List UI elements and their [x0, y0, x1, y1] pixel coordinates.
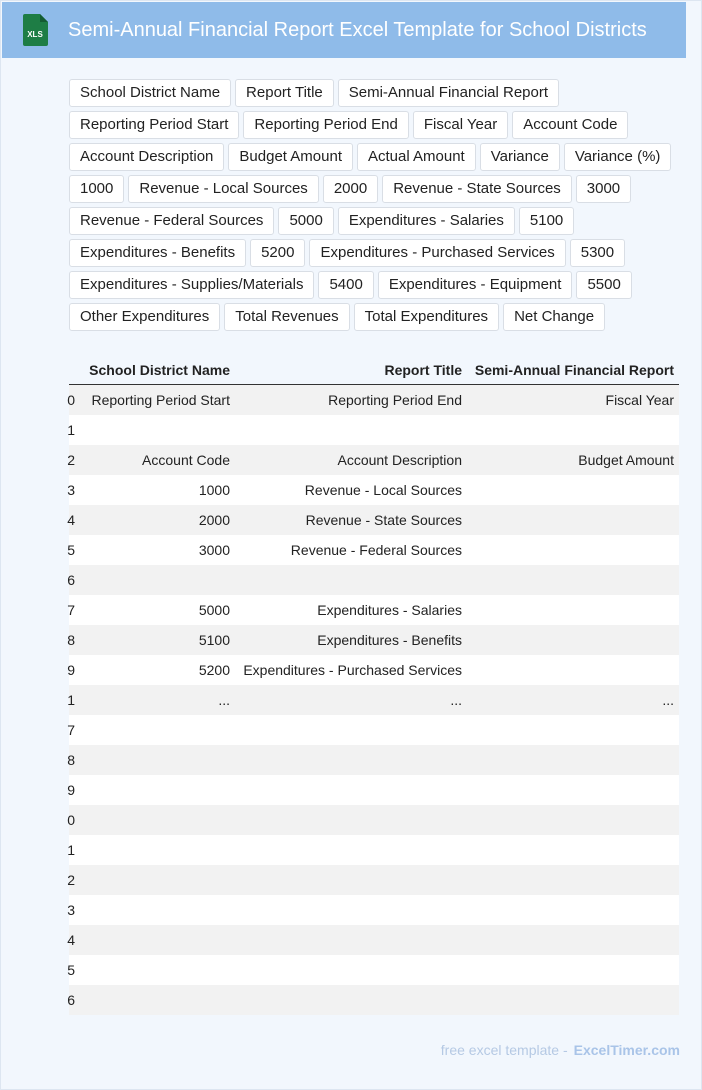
excel-file-icon [21, 13, 51, 47]
field-tag[interactable]: Expenditures - Purchased Services [309, 239, 565, 267]
table-row [69, 445, 679, 475]
table-cell: 5100 [198, 632, 230, 648]
field-tag[interactable]: Revenue - Federal Sources [69, 207, 274, 235]
table-row [69, 685, 679, 715]
sheet-body [69, 385, 679, 1015]
table-cell: 5000 [198, 602, 230, 618]
field-tag[interactable]: Expenditures - Equipment [378, 271, 573, 299]
field-tag[interactable]: 3000 [576, 175, 631, 203]
field-tag[interactable]: 5100 [519, 207, 574, 235]
logo-label: XLS [27, 30, 43, 39]
row-number: 9 [67, 782, 75, 798]
column-header: Semi-Annual Financial Report [474, 361, 674, 378]
table-row [69, 955, 679, 985]
field-tag[interactable]: 2000 [323, 175, 378, 203]
table-cell: Fiscal Year [605, 392, 674, 408]
table-row [69, 865, 679, 895]
field-tag[interactable]: Budget Amount [228, 143, 353, 171]
field-tag[interactable]: Semi-Annual Financial Report [338, 79, 559, 107]
row-number: 2 [67, 872, 75, 888]
row-number: 1 [67, 692, 75, 708]
table-cell: Expenditures - Purchased Services [243, 662, 462, 678]
table-cell: 3000 [198, 542, 230, 558]
field-tag[interactable]: Reporting Period End [243, 111, 408, 139]
table-cell: Budget Amount [578, 452, 674, 468]
field-tag[interactable]: Other Expenditures [69, 303, 220, 331]
field-tag[interactable]: Expenditures - Supplies/Materials [69, 271, 314, 299]
table-row [69, 655, 679, 685]
table-row [69, 595, 679, 625]
row-number: 1 [67, 422, 75, 438]
table-cell: Revenue - Federal Sources [290, 542, 462, 558]
table-row [69, 775, 679, 805]
row-number: 4 [67, 932, 75, 948]
row-number: 8 [67, 752, 75, 768]
table-cell: ... [662, 692, 674, 708]
table-row [69, 385, 679, 415]
table-cell: Expenditures - Benefits [317, 632, 462, 648]
field-tag[interactable]: Total Expenditures [354, 303, 499, 331]
row-number: 3 [67, 482, 75, 498]
field-tag[interactable]: Account Code [512, 111, 628, 139]
table-cell: Revenue - Local Sources [304, 482, 462, 498]
row-number: 3 [67, 902, 75, 918]
footer-credit [441, 1042, 680, 1058]
table-cell: Revenue - State Sources [305, 512, 462, 528]
row-number: 7 [67, 722, 75, 738]
row-number: 6 [67, 572, 75, 588]
table-row [69, 925, 679, 955]
table-row [69, 745, 679, 775]
field-tag[interactable]: Revenue - Local Sources [128, 175, 318, 203]
field-tag[interactable]: 1000 [69, 175, 124, 203]
table-row [69, 415, 679, 445]
field-tag[interactable]: Expenditures - Salaries [338, 207, 515, 235]
field-tag[interactable]: Account Description [69, 143, 224, 171]
row-number: 8 [67, 632, 75, 648]
field-tag[interactable]: Actual Amount [357, 143, 476, 171]
row-number: 6 [67, 992, 75, 1008]
field-tag[interactable]: Expenditures - Benefits [69, 239, 246, 267]
field-tag[interactable]: Variance (%) [564, 143, 672, 171]
field-tag[interactable]: 5400 [318, 271, 373, 299]
table-row [69, 715, 679, 745]
field-tag[interactable]: School District Name [69, 79, 231, 107]
table-cell: Account Code [142, 452, 230, 468]
field-tag[interactable]: Total Revenues [224, 303, 349, 331]
footer-prefix: free excel template - [440, 1042, 568, 1058]
row-number: 1 [67, 842, 75, 858]
field-tag[interactable]: Reporting Period Start [69, 111, 239, 139]
table-cell: ... [218, 692, 230, 708]
field-tag[interactable]: 5500 [576, 271, 631, 299]
table-row [69, 805, 679, 835]
field-tag[interactable]: 5200 [250, 239, 305, 267]
table-cell: 1000 [198, 482, 230, 498]
field-tag[interactable]: Report Title [235, 79, 334, 107]
row-number: 4 [67, 512, 75, 528]
field-tag[interactable]: 5000 [278, 207, 333, 235]
page-header [2, 2, 686, 58]
table-cell: 5200 [198, 662, 230, 678]
field-tag-list [69, 79, 679, 331]
table-row [69, 535, 679, 565]
spreadsheet-preview [69, 355, 679, 1015]
table-row [69, 985, 679, 1015]
row-number: 2 [67, 452, 75, 468]
row-number: 0 [67, 812, 75, 828]
page-title: Semi-Annual Financial Report Excel Template for School Districts [68, 18, 647, 41]
row-number: 5 [67, 962, 75, 978]
table-cell: Account Description [337, 452, 462, 468]
row-number: 7 [67, 602, 75, 618]
table-row [69, 625, 679, 655]
table-cell: 2000 [198, 512, 230, 528]
table-cell: Expenditures - Salaries [317, 602, 462, 618]
table-cell: ... [450, 692, 462, 708]
row-number: 9 [67, 662, 75, 678]
table-row [69, 475, 679, 505]
table-row [69, 505, 679, 535]
footer-brand-link[interactable]: ExcelTimer.com [573, 1042, 680, 1058]
table-row [69, 895, 679, 925]
row-number: 5 [67, 542, 75, 558]
table-cell: Reporting Period Start [91, 392, 230, 408]
sheet-header-row [69, 355, 679, 385]
field-tag[interactable]: Revenue - State Sources [382, 175, 572, 203]
column-header: School District Name [89, 361, 230, 378]
table-cell: Reporting Period End [328, 392, 462, 408]
column-header: Report Title [384, 361, 462, 378]
field-tag[interactable]: Variance [480, 143, 560, 171]
field-tag[interactable]: Fiscal Year [413, 111, 508, 139]
field-tag[interactable]: 5300 [570, 239, 625, 267]
row-number: 0 [67, 392, 75, 408]
field-tag[interactable]: Net Change [503, 303, 605, 331]
table-row [69, 565, 679, 595]
table-row [69, 835, 679, 865]
